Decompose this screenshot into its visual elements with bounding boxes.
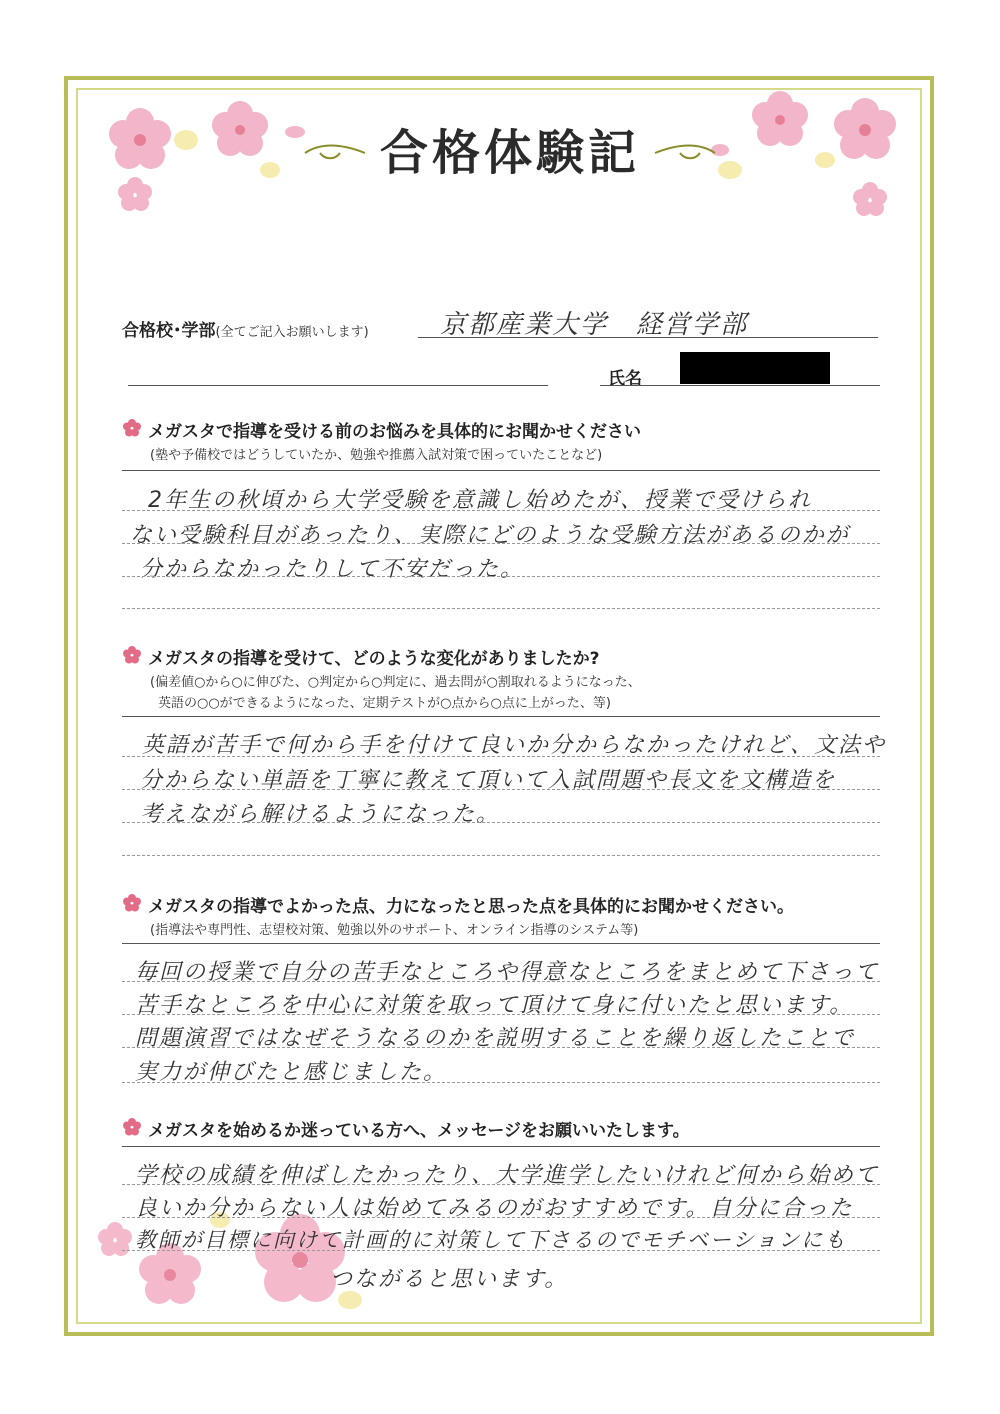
section-2-answer-line-1: 英語が苦手で何から手を付けて良いか分からなかったけれど、文法や [142, 733, 887, 758]
section-4-answer-line-4: つながると思います。 [330, 1267, 569, 1292]
section-4-rule [122, 1146, 880, 1147]
answer-line [122, 576, 880, 577]
school-value: 京都産業大学 経営学部 [440, 310, 749, 340]
section-2-hint-line-2: 英語の○○ができるようになった、定期テストが○点から○点に上がった、等) [158, 696, 611, 711]
answer-line [122, 1047, 880, 1048]
section-4-answer-line-1: 学校の成績を伸ばしたかったり、大学進学したいけれど何から始めて [135, 1163, 880, 1188]
sakura-decoration-top-right [690, 90, 920, 230]
bullet-flower-icon [122, 645, 142, 665]
answer-line [122, 608, 880, 609]
section-1-hint: (塾や予備校ではどうしていたか、勉強や推薦入試対策で困っていたことなど) [150, 448, 603, 463]
section-3-question: メガスタの指導でよかった点、力になったと思った点を具体的にお聞かせください。 [148, 897, 794, 917]
school-note: (全てご記入お願いします) [215, 325, 369, 340]
page-title: 合格体験記 [379, 125, 640, 181]
section-3-hint: (指導法や専門性、志望校対策、勉強以外のサポート、オンライン指導のシステム等) [150, 923, 639, 938]
school-label [122, 316, 369, 341]
answer-line [122, 510, 880, 511]
section-2-hint-line-1: (偏差値○から○に伸びた、○判定から○判定に、過去問が○割取れるようになった、 [150, 675, 641, 690]
name-redaction [680, 352, 830, 384]
section-1-answer-line-3: 分からなかったりして不安だった。 [140, 557, 525, 582]
answer-line [122, 756, 880, 757]
name-label: 氏名 [608, 369, 642, 389]
section-1-answer-line-2: ない受験科目があったり、実際にどのような受験方法があるのかが [130, 523, 850, 548]
name-underline [600, 385, 880, 386]
answer-line [122, 855, 880, 856]
answer-line [122, 981, 880, 982]
title-flourish-right [650, 138, 720, 168]
answer-line [122, 789, 880, 790]
bullet-flower-icon [122, 1117, 142, 1137]
section-4-answer-line-2: 良いか分からない人は始めてみるのがおすすめです。自分に合った [135, 1196, 854, 1221]
section-3-answer-line-3: 問題演習ではなぜそうなるのかを説明することを繰り返したことで [135, 1026, 856, 1051]
section-1-rule [122, 470, 880, 471]
school-underline [418, 337, 878, 338]
answer-line [122, 1014, 880, 1015]
section-3-answer-line-2: 苦手なところを中心に対策を取って頂けて身に付いたと思います。 [135, 993, 854, 1018]
section-2-rule [122, 716, 880, 717]
answer-line [122, 1184, 880, 1185]
answer-line [122, 1250, 880, 1251]
section-1-answer-line-1: 2年生の秋頃から大学受験を意識し始めたが、授業で受けられ [148, 488, 812, 513]
section-2-answer-line-3: 考えながら解けるようになった。 [140, 802, 501, 827]
answer-line [122, 543, 880, 544]
bullet-flower-icon [122, 418, 142, 438]
school-label-text: 合格校･学部 [122, 321, 216, 341]
section-3-answer-line-4: 実力が伸びたと感じました。 [135, 1060, 448, 1085]
section-3-answer-line-1: 毎回の授業で自分の苦手なところや得意なところをまとめて下さって [135, 960, 880, 985]
section-4-question: メガスタを始めるか迷っている方へ、メッセージをお願いいたします。 [148, 1121, 690, 1141]
section-3-rule [122, 943, 880, 944]
section-2-question: メガスタの指導を受けて、どのような変化がありましたか? [148, 649, 600, 669]
answer-line [122, 1217, 880, 1218]
answer-line [122, 822, 880, 823]
bullet-flower-icon [122, 893, 142, 913]
section-1-question: メガスタで指導を受ける前のお悩みを具体的にお聞かせください [148, 422, 641, 442]
blank-underline [128, 385, 548, 386]
sakura-decoration-top-left [90, 100, 320, 240]
answer-line [122, 1082, 880, 1083]
section-4-answer-line-3: 教師が目標に向けて計画的に対策して下さるのでモチベーションにも [135, 1228, 848, 1252]
section-2-answer-line-2: 分からない単語を丁寧に教えて頂いて入試問題や長文を文構造を [140, 768, 837, 793]
